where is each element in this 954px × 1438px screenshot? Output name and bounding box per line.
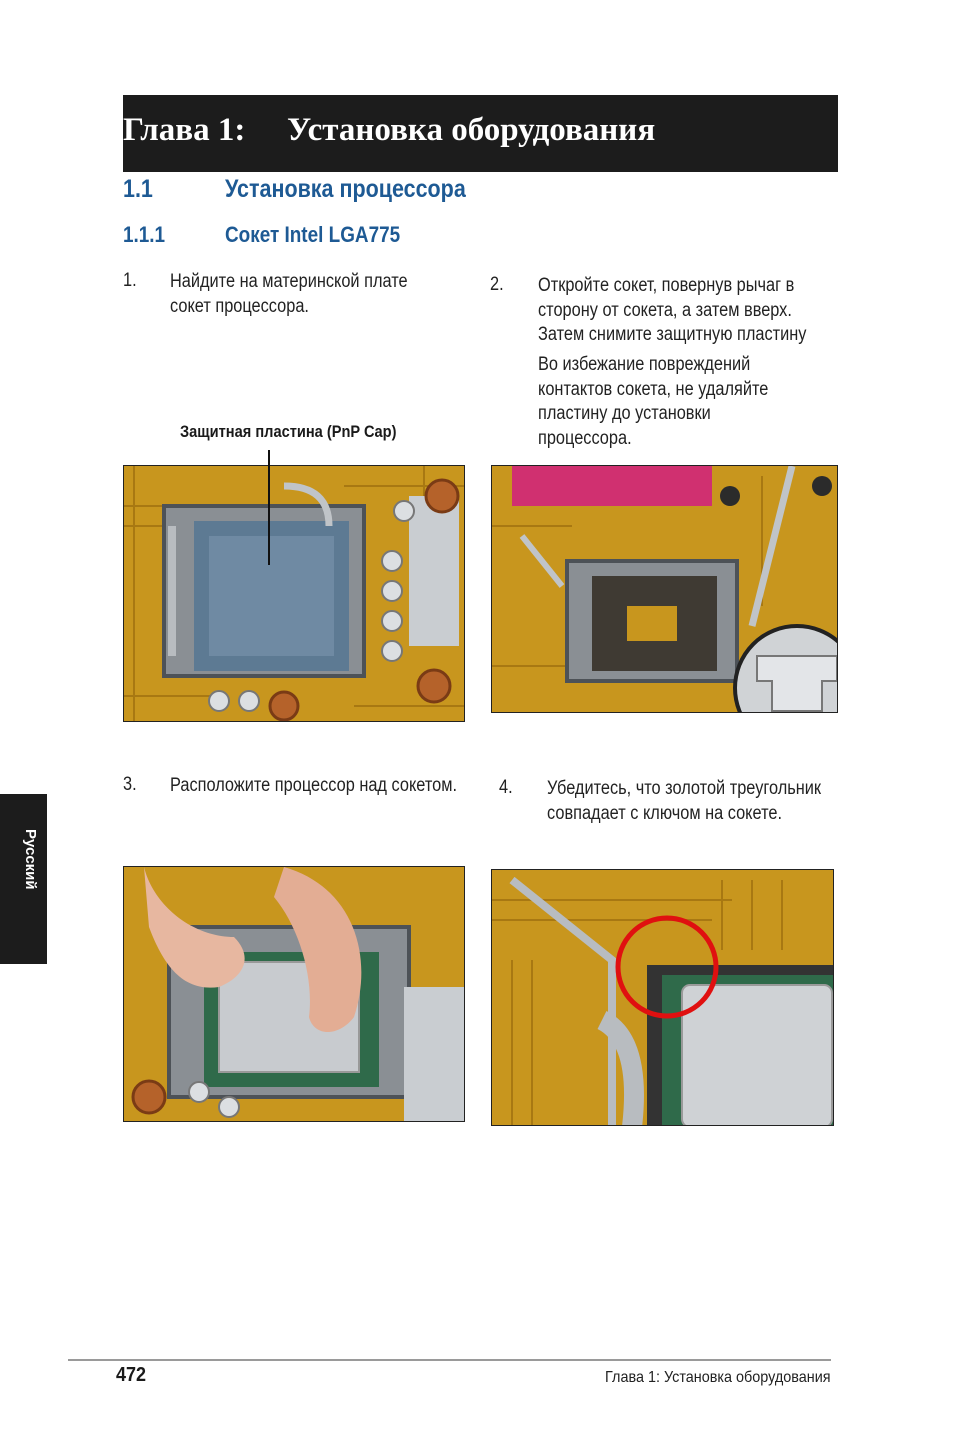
page-number: 472 bbox=[116, 1364, 147, 1386]
footer-running-title: Глава 1: Установка оборудования bbox=[605, 1369, 831, 1386]
photo-socket-open bbox=[491, 465, 838, 713]
language-sidebar-tab bbox=[0, 794, 47, 964]
chapter-number: Глава 1: bbox=[123, 112, 246, 148]
photo-placing-cpu bbox=[123, 866, 465, 1122]
step-2-note: Во избежание повреждений контактов сокета, не удаляйте пластину до установки процессора. bbox=[538, 354, 769, 449]
step-2-text: Откройте сокет, повернув рычаг в сторону от сокета, а затем вверх. Затем снимите защитную пластину bbox=[538, 275, 807, 345]
chapter-title: Установка оборудования bbox=[287, 112, 656, 148]
step-3-number: 3. bbox=[123, 774, 137, 795]
sidebar-language-label: Русский bbox=[22, 829, 39, 890]
callout-pointer-line bbox=[268, 450, 270, 565]
section-number: 1.1 bbox=[123, 175, 153, 203]
subsection-title: Сокет Intel LGA775 bbox=[225, 222, 401, 247]
section-title: Установка процессора bbox=[225, 175, 466, 203]
step-1-text: Найдите на материнской плате сокет процессора. bbox=[170, 271, 408, 317]
step-3-text: Расположите процессор над сокетом. bbox=[170, 775, 457, 796]
photo-triangle-alignment bbox=[491, 869, 834, 1126]
step-4-number: 4. bbox=[499, 777, 513, 798]
footer-divider bbox=[68, 1359, 831, 1361]
subsection-number: 1.1.1 bbox=[123, 222, 166, 247]
step-4-text: Убедитесь, что золотой треугольник совпадает с ключом на сокете. bbox=[547, 778, 822, 824]
pnp-cap-callout-label: Защитная пластина (PnP Cap) bbox=[180, 422, 397, 441]
step-1-number: 1. bbox=[123, 270, 137, 291]
photo-socket-with-cap bbox=[123, 465, 465, 722]
step-2-number: 2. bbox=[490, 274, 504, 295]
